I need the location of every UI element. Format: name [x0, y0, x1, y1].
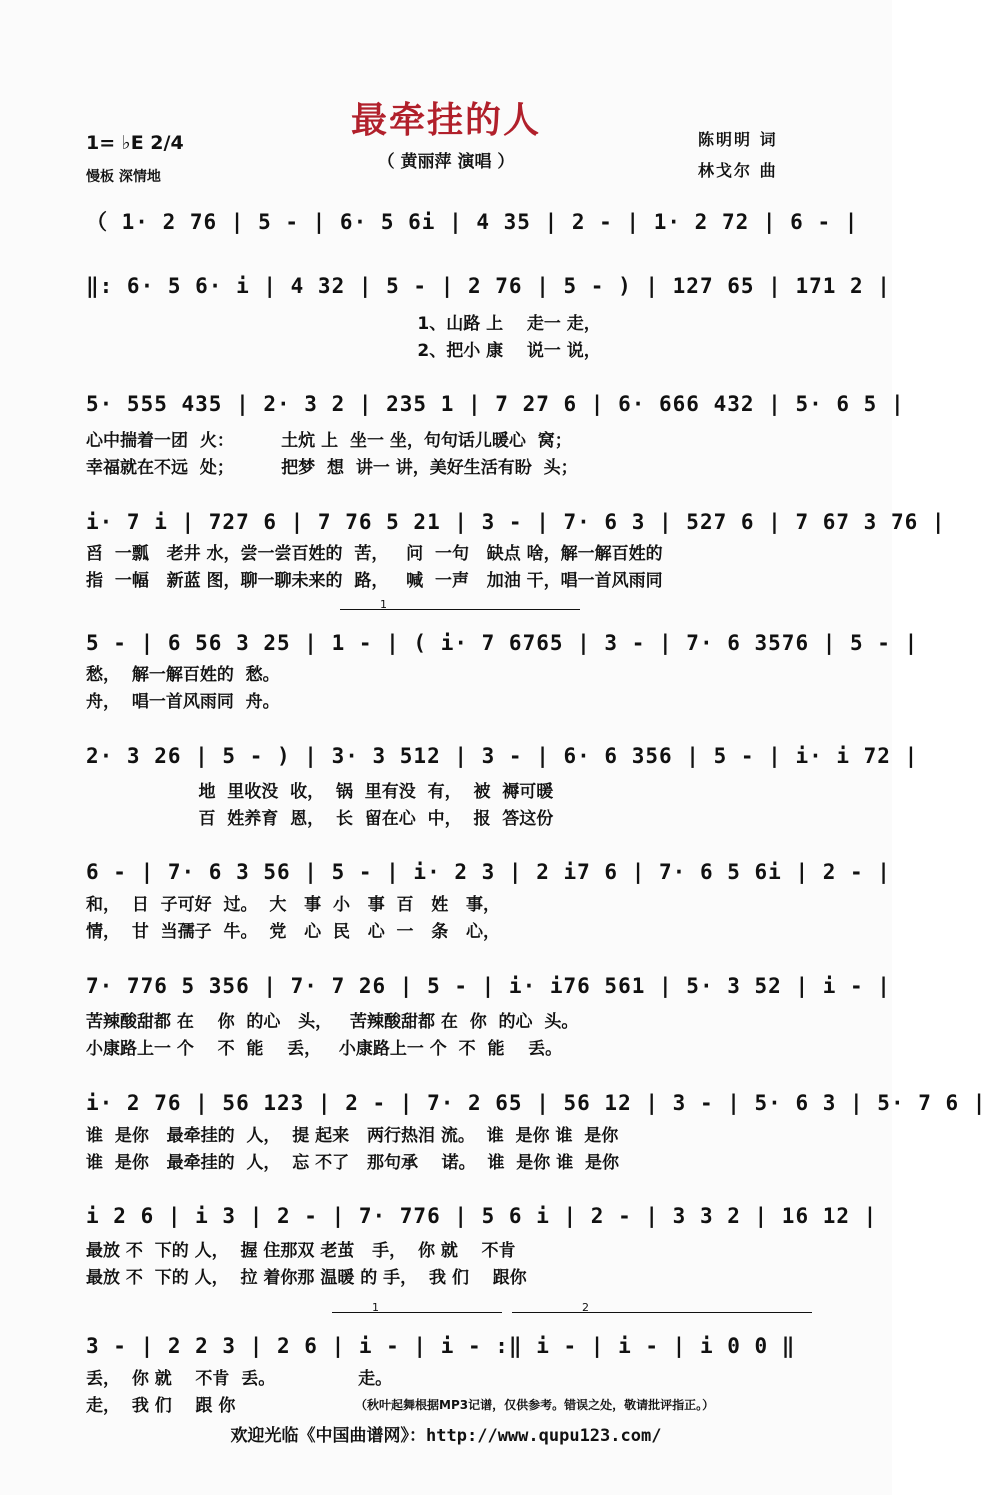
- notes-line-4: i· 7 i | 727 6 | 7 76 5 21 | 3 - | 7· 6 3 | 527 6 | 7 67 3 76 |: [86, 510, 946, 534]
- lyric-line-6-verse-2: 百 姓养育 恩， 长 留在心 中， 报 答这份: [86, 809, 554, 829]
- lyric-line-2-verse-1: 1、山路 上 走一 走，: [86, 314, 601, 334]
- lyric-line-8-verse-1: 苦辣酸甜都 在 你 的心 头， 苦辣酸甜都 在 你 的心 头。: [86, 1012, 579, 1032]
- lyric-line-10-verse-2: 最放 不 下的 人， 拉 着你那 温暖 的 手， 我 们 跟你: [86, 1268, 527, 1288]
- notes-line-6: 2· 3 26 | 5 - ) | 3· 3 512 | 3 - | 6· 6 356 | 5 - | i· i 72 |: [86, 744, 919, 768]
- singer-credit: （ 黄丽萍 演唱 ）: [377, 152, 515, 172]
- volta-bracket-first-ending: [332, 1301, 502, 1325]
- lyric-line-2-verse-2: 2、把小 康 说一 说，: [86, 341, 601, 361]
- lyric-line-8-verse-2: 小康路上一 个 不 能 丢， 小康路上一 个 不 能 丢。: [86, 1039, 563, 1059]
- lyric-line-5-verse-2: 舟， 唱一首风雨同 舟。: [86, 692, 280, 712]
- notes-line-2: ‖: 6· 5 6· i | 4 32 | 5 - | 2 76 | 5 - ) | 127 65 | 171 2 |: [86, 274, 891, 298]
- lyric-line-5-verse-1: 愁， 解一解百姓的 愁。: [86, 665, 280, 685]
- score-line-3: [86, 388, 905, 432]
- composer-credit: 林戈尔 曲: [698, 161, 778, 180]
- tempo-marking: 慢板 深情地: [86, 169, 161, 185]
- score-line-6: [86, 740, 919, 784]
- lyric-line-11-verse-1: 丢， 你 就 不肯 丢。 走。: [86, 1369, 393, 1389]
- lyricist-credit: 陈明明 词: [698, 130, 778, 149]
- notes-line-10: i 2 6 | i 3 | 2 - | 7· 776 | 5 6 i | 2 - | 3 3 2 | 16 12 |: [86, 1204, 878, 1228]
- transcriber-note: （秋叶起舞根据MP3记谱，仅供参考。错误之处，敬请批评指正。）: [355, 1398, 715, 1412]
- notes-line-9: i· 2 76 | 56 123 | 2 - | 7· 2 65 | 56 12 | 3 - | 5· 6 3 | 5· 7 6 |: [86, 1091, 986, 1115]
- lyric-line-7-verse-1: 和， 日 子可好 过。 大 事 小 事 百 姓 事，: [86, 895, 501, 915]
- lyric-line-11-verse-2: 走， 我 们 跟 你: [86, 1396, 236, 1416]
- score-line-10: [86, 1200, 878, 1244]
- lyric-line-9-verse-1: 谁 是你 最牵挂的 人， 提 起来 两行热泪 流。 谁 是你 谁 是你: [86, 1126, 619, 1146]
- lyric-line-7-verse-2: 情， 甘 当孺子 牛。 党 心 民 心 一 条 心，: [86, 922, 501, 942]
- volta-first-label: 1: [372, 1301, 379, 1314]
- volta-bracket-1: [340, 598, 580, 622]
- lyric-line-3-verse-2: 幸福就在不远 处； 把梦 想 讲一 讲，美好生活有盼 头；: [86, 458, 578, 478]
- notes-line-1: （ 1· 2 76 | 5 - | 6· 5 6i | 4 35 | 2 - | 1· 2 72 | 6 - |: [86, 210, 859, 234]
- notes-line-7: 6 - | 7· 6 3 56 | 5 - | i· 2 3 | 2 i7 6 | 7· 6 5 6i | 2 - |: [86, 860, 891, 884]
- volta-bracket-second-ending: [512, 1301, 812, 1325]
- lyric-line-6-verse-1: 地 里收没 收， 锅 里有没 有， 被 褥可暖: [86, 782, 554, 802]
- site-footer: 欢迎光临《中国曲谱网》：http://www.qupu123.com/: [230, 1426, 662, 1446]
- key-signature: 1= ♭E 2/4: [86, 132, 184, 154]
- volta-second-label: 2: [582, 1301, 589, 1314]
- volta-1-label: 1: [380, 598, 387, 611]
- score-line-2: [86, 270, 891, 314]
- score-line-1: [86, 206, 859, 250]
- lyric-line-3-verse-1: 心中揣着一团 火： 土炕 上 坐一 坐，句句话儿暖心 窝；: [86, 431, 572, 451]
- song-title: 最牵挂的人: [350, 100, 541, 141]
- notes-line-11: 3 - | 2 2 3 | 2 6 | i - | i - :‖ i - | i - | i 0 0 ‖: [86, 1334, 796, 1358]
- score-line-8: [86, 970, 891, 1014]
- notes-line-8: 7· 776 5 356 | 7· 7 26 | 5 - | i· i76 561 | 5· 3 52 | i - |: [86, 974, 891, 998]
- lyric-line-4-verse-1: 舀 一瓢 老井 水，尝一尝百姓的 苦， 问 一句 缺点 啥，解一解百姓的: [86, 544, 663, 564]
- notes-line-3: 5· 555 435 | 2· 3 2 | 235 1 | 7 27 6 | 6· 666 432 | 5· 6 5 |: [86, 392, 905, 416]
- lyric-line-4-verse-2: 指 一幅 新蓝 图，聊一聊未来的 路， 喊 一声 加油 干，唱一首风雨同: [86, 571, 663, 591]
- notes-line-5: 5 - | 6 56 3 25 | 1 - | ( i· 7 6765 | 3 - | 7· 6 3576 | 5 - |: [86, 631, 919, 655]
- lyric-line-10-verse-1: 最放 不 下的 人， 握 住那双 老茧 手， 你 就 不肯: [86, 1241, 516, 1261]
- lyric-line-9-verse-2: 谁 是你 最牵挂的 人， 忘 不了 那句承 诺。 谁 是你 谁 是你: [86, 1153, 620, 1173]
